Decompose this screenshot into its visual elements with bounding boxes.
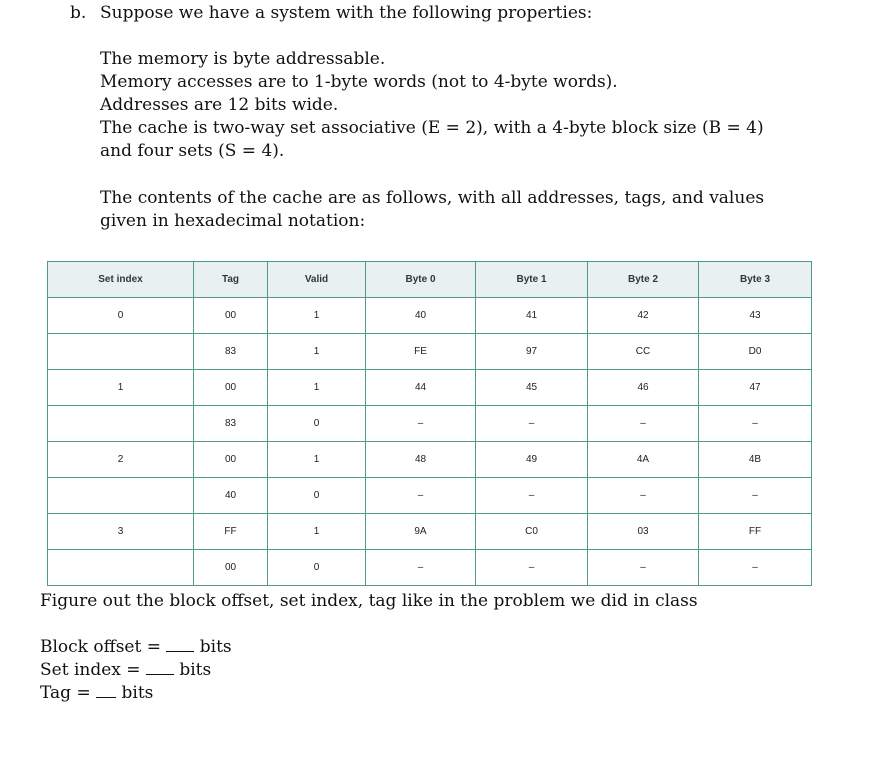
block-offset-line (40, 636, 232, 659)
cell-byte-2: CC (588, 334, 699, 370)
table-row (48, 550, 812, 586)
property-line: The cache is two-way set associative (E = 2), with a 4-byte block size (B = 4) (100, 118, 764, 138)
cell-tag: FF (194, 514, 268, 550)
table-header-row (48, 262, 812, 298)
cell-byte-2: – (588, 406, 699, 442)
header-byte-2: Byte 2 (588, 262, 699, 298)
cell-byte-1: 97 (476, 334, 588, 370)
tag-line (40, 682, 232, 705)
cell-byte-2: 42 (588, 298, 699, 334)
cell-set-index: 2 (48, 442, 194, 478)
cell-tag: 00 (194, 442, 268, 478)
cell-byte-2: – (588, 478, 699, 514)
cell-set-index: 0 (48, 298, 194, 334)
table-row (48, 406, 812, 442)
cell-tag: 00 (194, 298, 268, 334)
question-text: Figure out the block offset, set index, tag like in the problem we did in class (40, 591, 698, 611)
property-line: Addresses are 12 bits wide. (100, 95, 339, 115)
cell-byte-3: 47 (699, 370, 812, 406)
header-set-index: Set index (48, 262, 194, 298)
property-line: Memory accesses are to 1-byte words (not to 4-byte words). (100, 72, 618, 92)
cell-byte-2: 46 (588, 370, 699, 406)
header-byte-1: Byte 1 (476, 262, 588, 298)
cell-tag: 83 (194, 406, 268, 442)
cell-byte-3: D0 (699, 334, 812, 370)
cell-byte-3: 4B (699, 442, 812, 478)
table-row (48, 442, 812, 478)
cell-byte-2: – (588, 550, 699, 586)
properties-list (100, 48, 764, 163)
table-row (48, 370, 812, 406)
table-row (48, 298, 812, 334)
set-index-prefix: Set index = (40, 660, 146, 680)
cell-set-index (48, 406, 194, 442)
table-row (48, 514, 812, 550)
cell-byte-1: C0 (476, 514, 588, 550)
cell-set-index: 3 (48, 514, 194, 550)
cell-tag: 83 (194, 334, 268, 370)
cell-byte-0: 9A (366, 514, 476, 550)
cell-set-index: 1 (48, 370, 194, 406)
cell-tag: 00 (194, 370, 268, 406)
set-index-blank[interactable] (146, 659, 174, 675)
intro-line: The contents of the cache are as follows, with all addresses, tags, and values (100, 188, 765, 208)
cell-byte-0: 44 (366, 370, 476, 406)
cell-valid: 1 (268, 442, 366, 478)
cell-byte-0: FE (366, 334, 476, 370)
cache-contents-table (47, 261, 812, 586)
cell-valid: 0 (268, 550, 366, 586)
cell-valid: 1 (268, 334, 366, 370)
tag-suffix: bits (116, 683, 154, 703)
cell-valid: 1 (268, 370, 366, 406)
cell-set-index (48, 550, 194, 586)
header-valid: Valid (268, 262, 366, 298)
cell-byte-1: – (476, 478, 588, 514)
problem-title: Suppose we have a system with the following properties: (100, 3, 593, 23)
set-index-suffix: bits (173, 660, 212, 680)
cell-byte-2: 4A (588, 442, 699, 478)
cell-tag: 00 (194, 550, 268, 586)
cell-byte-3: – (699, 550, 812, 586)
cell-byte-1: – (476, 550, 588, 586)
cell-byte-0: – (366, 478, 476, 514)
header-byte-3: Byte 3 (699, 262, 812, 298)
cell-valid: 0 (268, 406, 366, 442)
cell-tag: 40 (194, 478, 268, 514)
property-line: and four sets (S = 4). (100, 141, 285, 161)
table-row (48, 478, 812, 514)
answer-section (40, 636, 232, 705)
header-tag: Tag (194, 262, 268, 298)
cell-valid: 0 (268, 478, 366, 514)
cell-byte-1: – (476, 406, 588, 442)
cell-valid: 1 (268, 514, 366, 550)
cell-byte-2: 03 (588, 514, 699, 550)
table-row (48, 334, 812, 370)
table-intro (100, 187, 764, 233)
header-byte-0: Byte 0 (366, 262, 476, 298)
cell-set-index (48, 334, 194, 370)
tag-blank[interactable] (96, 682, 116, 698)
cell-byte-1: 41 (476, 298, 588, 334)
cell-set-index (48, 478, 194, 514)
property-line: The memory is byte addressable. (100, 49, 386, 69)
cell-byte-3: 43 (699, 298, 812, 334)
cell-byte-1: 45 (476, 370, 588, 406)
cell-byte-1: 49 (476, 442, 588, 478)
cell-valid: 1 (268, 298, 366, 334)
cell-byte-0: – (366, 406, 476, 442)
problem-label: b. (70, 3, 87, 23)
cell-byte-3: – (699, 406, 812, 442)
cell-byte-0: 40 (366, 298, 476, 334)
cell-byte-3: – (699, 478, 812, 514)
cell-byte-0: 48 (366, 442, 476, 478)
cell-byte-3: FF (699, 514, 812, 550)
cell-byte-0: – (366, 550, 476, 586)
block-offset-suffix: bits (194, 637, 232, 657)
block-offset-prefix: Block offset = (40, 637, 167, 657)
tag-prefix: Tag = (40, 683, 97, 703)
block-offset-blank[interactable] (166, 636, 194, 652)
intro-line: given in hexadecimal notation: (100, 211, 366, 231)
set-index-line (40, 659, 232, 682)
